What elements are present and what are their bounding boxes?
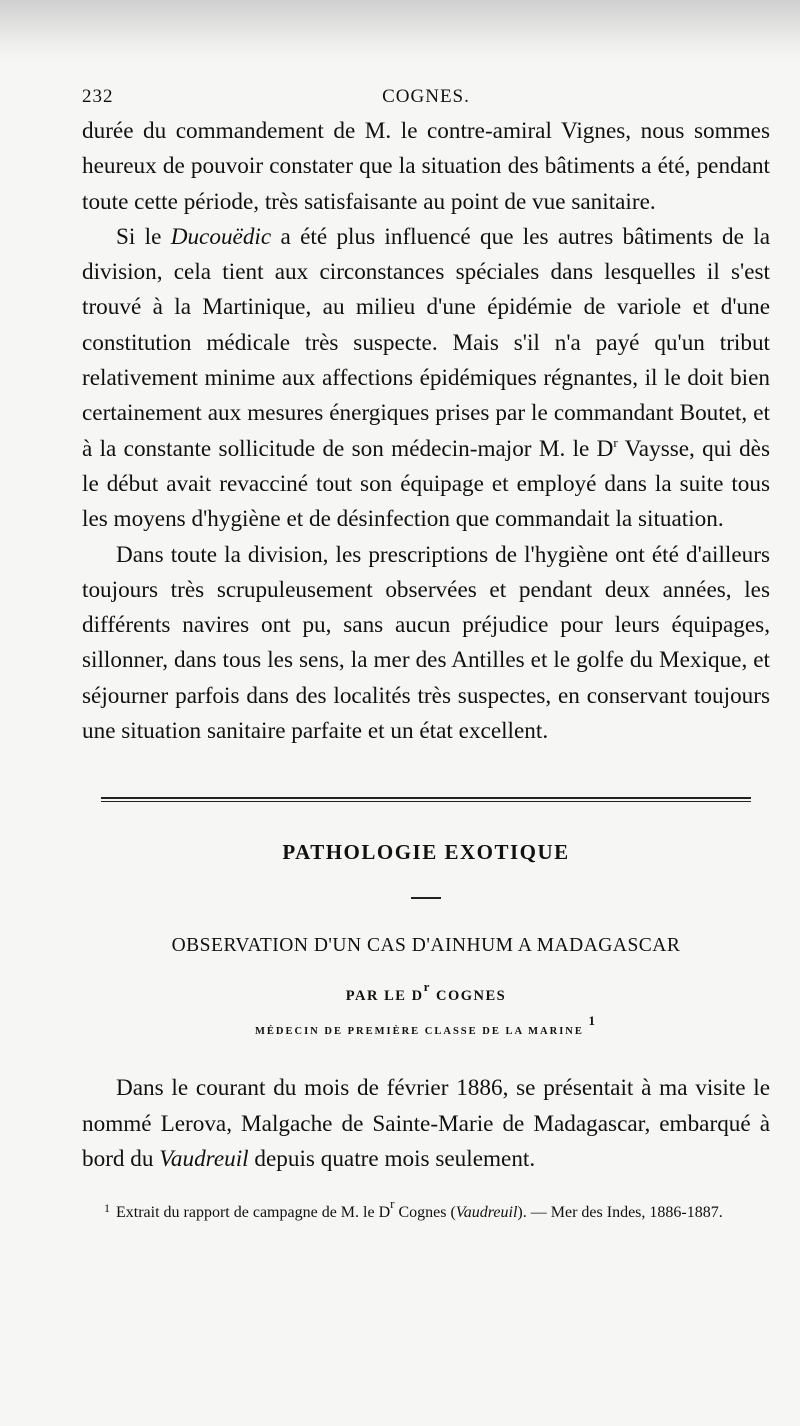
ship-name-ducouedic: Ducouëdic [170,223,272,250]
byline-text-a: PAR LE D [345,988,424,1005]
footnote-sup: r [390,1196,395,1212]
paragraph-2-text-a: Si le [116,223,171,250]
paragraph-4-text-a: Dans le courant du mois de février 1886, se présentait à ma visite le nommé Lerova, Malgache de Sainte-Marie de Madagascar, embarqué à bord du [82,1075,770,1172]
section-divider-rule [101,797,751,802]
footnote-text-c: ). — Mer des Indes, 1886-1887. [517,1204,723,1222]
footnote-ship-name: Vaudreuil [455,1204,518,1222]
footnote-text-b: Cognes ( [394,1204,456,1222]
paragraph-2-text-b: a été plus influencé que les autres bâtiments de la division, cela tient aux circonstances spéciales dans lesquelles il s'est trouvé à la Martinique, au milieu d'une épidémie de variole et d'une constitution médicale très suspecte. Mais s'il n'a payé qu'un tribut relativement minime aux affections épidémiques régnantes, il le doit bien certainement aux mesures énergiques prises par le commandant Boutet, et à la constante sollicitude de son médecin-major M. le D [82,223,770,462]
byline-sup: r [423,979,431,995]
short-divider [411,897,441,899]
paragraph-4 [82,1071,770,1177]
paragraph-2-text-c: Vaysse, qui dès le début avait revacciné tout son équipage et employé dans la suite tous les moyens d'hygiène et de désinfection que commandait la situation. [82,435,770,533]
author-byline [82,979,770,1005]
page-number: 232 [82,86,114,107]
running-title: COGNES. [382,86,470,107]
paragraph-3: Dans toute la division, les prescriptions de l'hygiène ont été d'ailleurs toujours très scrupuleusement observées et pendant deux années, les différents navires ont pu, sans aucun préjudice pour leurs équipages, sillonner, dans tous les sens, la mer des Antilles et le golfe du Mexique, et séjourner parfois dans des localités très suspectes, en conservant toujours une situation sanitaire parfaite et un état excellent. [82,541,770,745]
ship-name-vaudreuil: Vaudreuil [159,1145,249,1172]
scan-top-shadow [0,0,800,60]
book-page [82,84,770,1222]
footnote-mark: 1 [104,1201,110,1216]
paragraph-1: durée du commandement de M. le contre-amiral Vignes, nous sommes heureux de pouvoir constater que la situation des bâtiments a été, pendant toute cette période, très satisfaisante au point de vue sanitaire. [82,118,770,215]
doctor-abbrev-sup: r [613,434,618,450]
footnote-text-a: Extrait du rapport de campagne de M. le D [116,1204,391,1222]
observation-title: OBSERVATION D'UN CAS D'AINHUM A MADAGASCAR [171,935,681,957]
footnote-ref-mark: 1 [588,1013,597,1029]
section-title: PATHOLOGIE EXOTIQUE [282,840,570,865]
paragraph-4-text-b: depuis quatre mois seulement. [248,1145,536,1172]
author-affiliation [82,1013,770,1038]
paragraph-2 [82,220,770,538]
body-text-bottom [82,1071,770,1177]
running-header [82,84,770,114]
body-text-top [82,114,770,749]
byline-text-b: COGNES [430,988,507,1005]
footnote [82,1196,770,1222]
affiliation-text: MÉDECIN DE PREMIÈRE CLASSE DE LA MARINE [255,1026,584,1038]
